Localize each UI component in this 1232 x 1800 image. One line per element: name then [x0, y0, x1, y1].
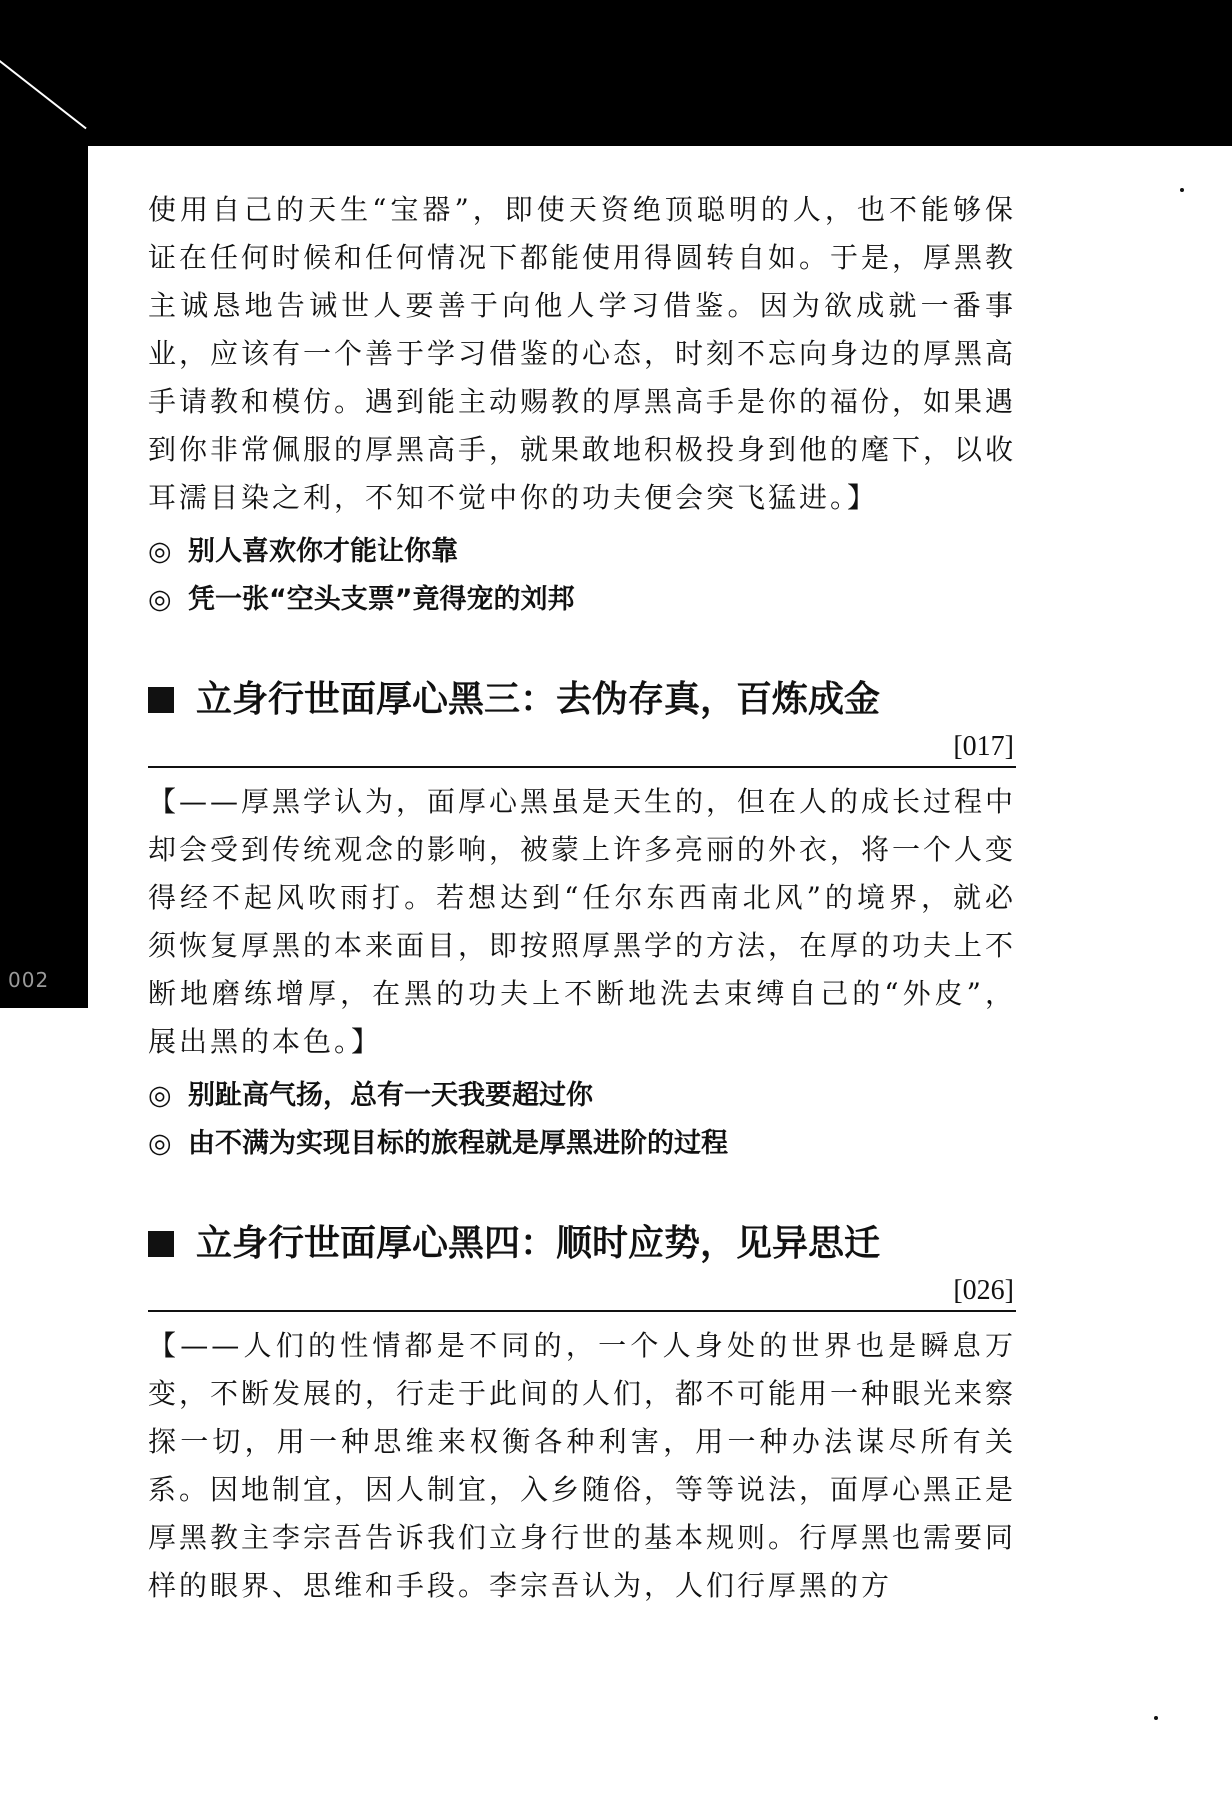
double-circle-icon: ◎ [148, 1080, 172, 1111]
scan-speck [1180, 188, 1184, 192]
section-title-text: 立身行世面厚心黑三：去伪存真，百炼成金 [196, 679, 881, 720]
scan-speck [1154, 1716, 1158, 1720]
section-header [148, 670, 1016, 768]
related-topic-label: 凭一张“空头支票”竟得宠的刘邦 [188, 584, 575, 615]
black-square-icon [148, 687, 174, 713]
related-topic-item [148, 576, 1016, 624]
section-summary: 【——厚黑学认为，面厚心黑虽是天生的，但在人的成长过程中却会受到传统观念的影响，被蒙上许多亮丽的外衣，将一个人变得经不起风吹雨打。若想达到“任尔东西南北风”的境界，就必须恢复厚黑的本来面目，即按照厚黑学的方法，在厚的功夫上不断地磨练增厚，在黑的功夫上不断地洗去束缚自己的“外皮”，展出黑的本色。】 [148, 785, 1017, 1058]
section-title [148, 1214, 1016, 1274]
related-topics-list [148, 1072, 1016, 1168]
black-square-icon [148, 1231, 174, 1257]
section-page-ref: [026] [953, 1275, 1014, 1306]
section-title-text: 立身行世面厚心黑四：顺时应势，见异思迁 [196, 1223, 881, 1264]
related-topic-item [148, 1072, 1016, 1120]
double-circle-icon: ◎ [148, 584, 172, 615]
related-topic-label: 别趾高气扬，总有一天我要超过你 [188, 1080, 593, 1111]
double-circle-icon: ◎ [148, 536, 172, 567]
section-header [148, 1214, 1016, 1312]
related-topic-label: 由不满为实现目标的旅程就是厚黑进阶的过程 [188, 1128, 728, 1159]
section-divider [148, 766, 1016, 768]
page-number: 002 [8, 968, 50, 992]
section-summary: 【——人们的性情都是不同的，一个人身处的世界也是瞬息万变，不断发展的，行走于此间的人们，都不可能用一种眼光来察探一切，用一种思维来权衡各种利害，用一种办法谋尽所有关系。因地制宜，因人制宜，入乡随俗，等等说法，面厚心黑正是厚黑教主李宗吾告诉我们立身行世的基本规则。行厚黑也需要同样的眼界、思维和手段。李宗吾认为，人们行厚黑的方 [148, 1329, 1017, 1602]
section-page-ref: [017] [953, 731, 1014, 762]
related-topic-item [148, 528, 1016, 576]
section-divider [148, 1310, 1016, 1312]
related-topic-item [148, 1120, 1016, 1168]
section-title [148, 670, 1016, 730]
scan-top-border [0, 0, 1232, 146]
continued-paragraph: 使用自己的天生“宝器”，即使天资绝顶聪明的人，也不能够保证在任何时候和任何情况下都能使用得圆转自如。于是，厚黑教主诚恳地告诫世人要善于向他人学习借鉴。因为欲成就一番事业，应该有一个善于学习借鉴的心态，时刻不忘向身边的厚黑高手请教和模仿。遇到能主动赐教的厚黑高手是你的福份，如果遇到你非常佩服的厚黑高手，就果敢地积极投身到他的麾下，以收耳濡目染之利，不知不觉中你的功夫便会突飞猛进。】 [148, 193, 1017, 514]
double-circle-icon: ◎ [148, 1128, 172, 1159]
scan-left-border [0, 0, 88, 1008]
related-topic-label: 别人喜欢你才能让你靠 [188, 536, 458, 567]
page-content [148, 186, 1016, 1610]
related-topics-list [148, 528, 1016, 624]
